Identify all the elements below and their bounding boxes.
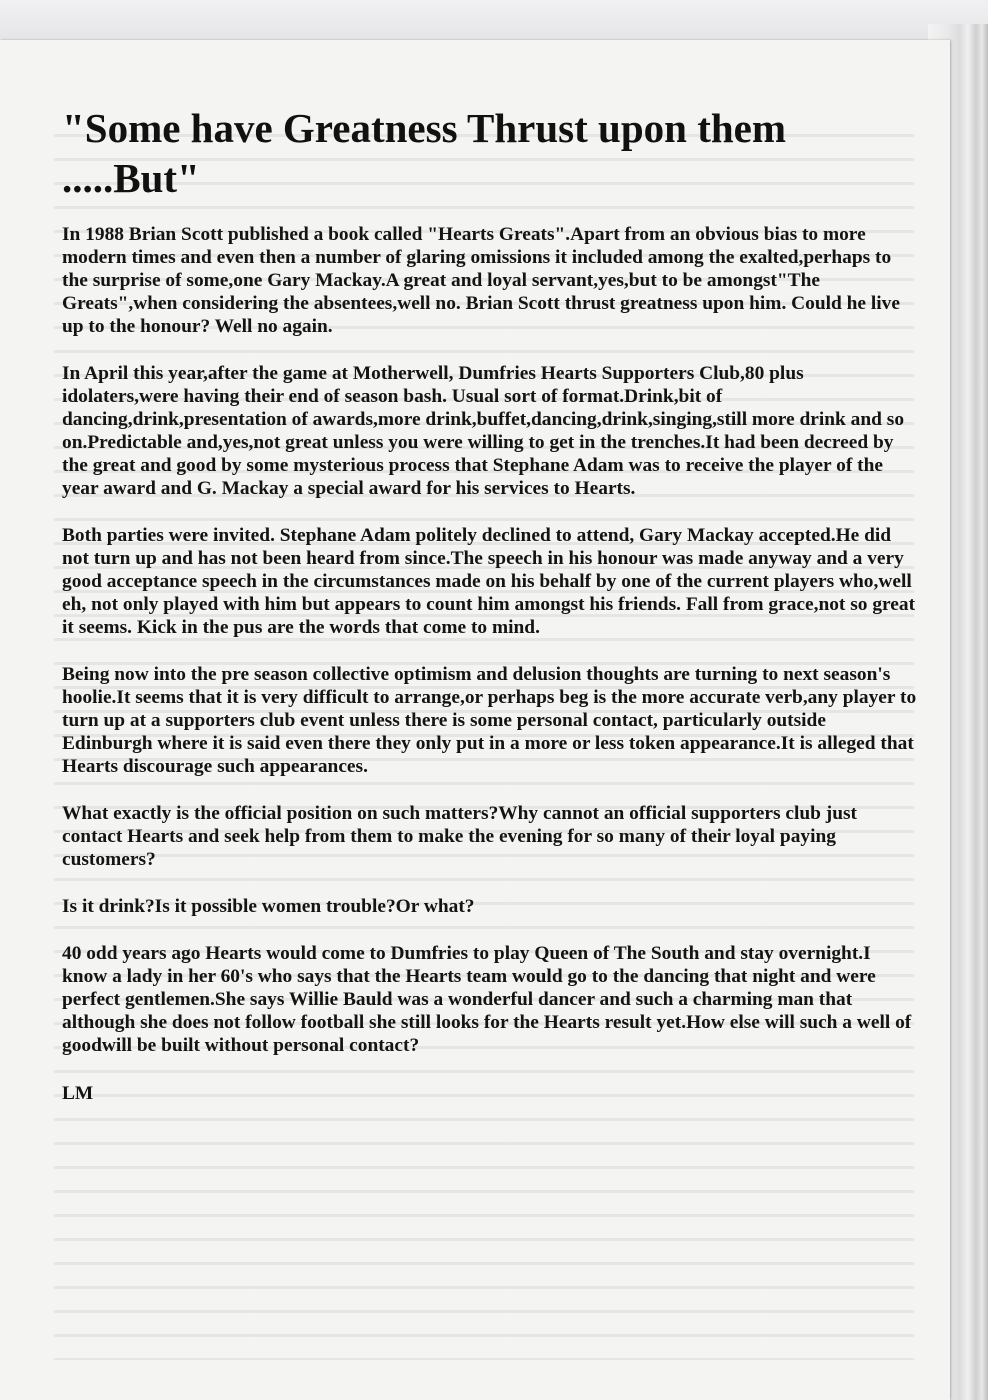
article-title: "Some have Greatness Thrust upon them .....But" [62, 105, 787, 201]
paragraph-7: 40 odd years ago Hearts would come to Dumfries to play Queen of The South and stay overnight.I know a lady in her 60's who says that the Hearts team would go to the dancing that night and were perfect gentlemen.She says Willie Bauld was a wonderful dancer and such a charming man that although she does not follow football she still looks for the Hearts result yet.How else will such a well of goodwill be built without personal contact? [62, 943, 912, 1056]
paragraph-1: In 1988 Brian Scott published a book called "Hearts Greats".Apart from an obvious bias to more modern times and even then a number of glaring omissions it included among the exalted,perhaps to the surprise of some,one Gary Mackay.A great and loyal servant,yes,but to be amongst"The Greats",when considering the absentees,well no. Brian Scott thrust greatness upon him. Could he live up to the honour? Well no again. [62, 224, 900, 337]
article [62, 103, 918, 1105]
paragraph-5: What exactly is the official position on such matters?Why cannot an official supporters club just contact Hearts and seek help from them to make the evening for so many of their loyal paying customers? [62, 803, 858, 870]
paragraph-3: Both parties were invited. Stephane Adam politely declined to attend, Gary Mackay accepted.He did not turn up and has not been heard from since.The speech in his honour was made anyway and a very good acceptance speech in the circumstances made on his behalf by one of the current players who,well eh, not only played with him but appears to count him amongst his friends. Fall from grace,not so great it seems. Kick in the pus are the words that come to mind. [62, 525, 916, 638]
scanner-background [0, 0, 988, 44]
paragraph-2: In April this year,after the game at Motherwell, Dumfries Hearts Supporters Club,80 plus idolaters,were having their end of season bash. Usual sort of format.Drink,bit of dancing,drink,presentation of awards,more drink,buffet,dancing,drink,singing,still more drink and so on.Predictable and,yes,not great unless you were willing to get in the trenches.It had been decreed by the great and good by some mysterious process that Stephane Adam was to receive the player of the year award and G. Mackay a special award for his services to Hearts. [62, 363, 905, 499]
paragraph-4: Being now into the pre season collective optimism and delusion thoughts are turning to next season's hoolie.It seems that it is very difficult to arrange,or perhaps beg is the more accurate verb,any player to turn up at a supporters club event unless there is some personal contact, particularly outside Edinburgh where it is said even there they only put in a more or less token appearance.It is alleged that Hearts discourage such appearances. [62, 664, 917, 777]
paragraph-6: Is it drink?Is it possible women trouble?Or what? [62, 896, 475, 917]
author-signature: LM [62, 1083, 94, 1104]
